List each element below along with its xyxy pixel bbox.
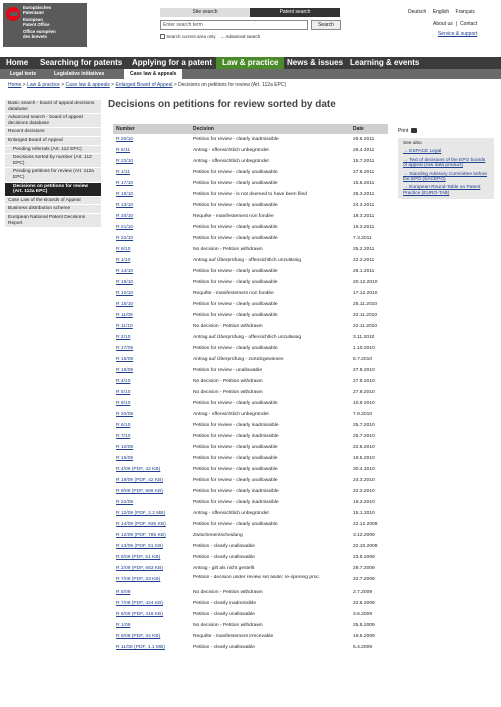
decision-number-link[interactable]: R 17/09	[116, 346, 134, 351]
decision-date: 27.9.2010	[353, 390, 375, 395]
table-row	[113, 211, 388, 222]
table-row	[113, 233, 388, 244]
table-row	[113, 387, 388, 398]
breadcrumb-law[interactable]: Law & practice	[27, 82, 60, 88]
decision-number-link[interactable]: R 13/10	[116, 203, 134, 208]
logo-mark-icon	[6, 7, 20, 21]
decision-date: 20.12.2010	[353, 280, 378, 285]
decision-number-link[interactable]: R 18/09	[116, 368, 134, 373]
table-row	[113, 563, 388, 574]
decision-text: Petition for review - clearly unallowable	[193, 445, 278, 450]
decision-text: Petition - clearly inadmissible	[193, 601, 257, 606]
decision-text: Petition for review - clearly inadmissible	[193, 137, 279, 142]
decision-date: 19.5.2009	[353, 634, 375, 639]
decision-text: Petition for review - clearly unallowable	[193, 478, 278, 483]
decision-text: Petition for review - clearly unallowable	[193, 456, 278, 461]
utility-links: About us | Contact Service & support	[433, 21, 478, 37]
logo-line: des brevets	[23, 34, 47, 39]
decision-text: Antrag auf Überprüfung - zurückgewiesen	[193, 357, 284, 362]
tab-patent-search[interactable]: Patent search	[250, 8, 340, 17]
decision-date: 22.2.2011	[353, 258, 375, 263]
decision-date: 26.1.2011	[353, 269, 375, 274]
decision-text: Petition for review - clearly unallowable	[193, 302, 278, 307]
decision-text: Petition for review - clearly inadmissible	[193, 423, 279, 428]
decision-number-link[interactable]: R 6/10	[116, 423, 131, 428]
sidebar-item[interactable]: Basic search - board of appeal decisions database	[5, 100, 101, 114]
decision-number-link[interactable]: R 9/09 (PDF, 566 KB)	[116, 489, 164, 494]
table-row	[113, 420, 388, 431]
breadcrumb-sep: >	[61, 82, 65, 88]
decision-date: 3.12.2009	[353, 533, 375, 538]
printer-icon	[411, 128, 417, 133]
breadcrumb-home[interactable]: Home	[8, 82, 22, 88]
sidebar	[5, 100, 101, 228]
table-row	[113, 222, 388, 233]
search-tabs	[160, 8, 340, 18]
epo-logo[interactable]	[3, 3, 87, 47]
decision-text: Antrag - offensichtlich unbegründet	[193, 159, 269, 164]
print-label[interactable]: Print	[398, 128, 409, 134]
search-button[interactable]: Search	[311, 20, 341, 30]
table-row	[113, 343, 388, 354]
nav-learning[interactable]: Learning & events	[350, 58, 420, 67]
decision-text: Petition - decision under review set aside; re-opening proc.	[193, 575, 321, 580]
table-row	[113, 310, 388, 321]
decision-number-link[interactable]: R 7/09 (PDF, 33 KB)	[116, 577, 161, 582]
table-row	[113, 530, 388, 541]
decision-date: 18.3.2011	[353, 214, 375, 219]
decision-date: 22.12.2009	[353, 522, 378, 527]
col-date: Date	[353, 126, 364, 132]
decision-text: Petition for review - clearly inadmissible	[193, 434, 279, 439]
decision-date: 2.7.2009	[353, 590, 373, 595]
table-row	[113, 587, 388, 598]
breadcrumb-enlarged-board[interactable]: Enlarged Board of Appeal	[115, 82, 173, 88]
logo-line: Patentamt	[23, 10, 44, 15]
sub-nav	[0, 69, 501, 79]
col-number: Number	[116, 126, 135, 132]
nav-applying[interactable]: Applying for a patent	[132, 58, 212, 67]
decision-text: No decision - Petition withdrawn	[193, 324, 263, 329]
decision-text: Requête - manifestement irrecevable	[193, 634, 274, 639]
decision-date: 24.3.2010	[353, 478, 375, 483]
decision-text: Petition - clearly unallowable	[193, 544, 255, 549]
decision-text: Antrag - offensichtlich unbegründet	[193, 511, 269, 516]
site-header	[0, 0, 501, 50]
decision-text: Petition for review - is not deemed to have been filed	[193, 192, 307, 197]
subnav-legal-texts[interactable]: Legal texts	[10, 71, 37, 77]
table-row	[113, 398, 388, 409]
decision-text: Petition for review - clearly unallowable	[193, 203, 278, 208]
decision-number-link[interactable]: R 11/08 (PDF, 1.1 MB)	[116, 645, 165, 650]
table-row	[113, 574, 388, 587]
decision-number-link[interactable]: R 4/09 (PDF, 42 KB)	[116, 467, 161, 472]
decision-text: Requête - manifestement non fondée	[193, 214, 274, 219]
table-row	[113, 255, 388, 266]
decision-text: Petition for review - clearly unallowable	[193, 280, 278, 285]
decision-date: 25.5.2011	[353, 137, 375, 142]
decision-number-link[interactable]: R 2/09 (PDF, 663 KB)	[116, 566, 164, 571]
decision-text: No decision - Petition withdrawn	[193, 379, 263, 384]
table-row	[113, 464, 388, 475]
decision-date: 25.2.2011	[353, 247, 375, 252]
table-row	[113, 321, 388, 332]
decision-number-link[interactable]: R 12/09 (PDF, 765 KB)	[116, 533, 166, 538]
decision-date: 27.6.2011	[353, 170, 375, 175]
see-also-box	[398, 138, 494, 199]
table-row	[113, 620, 388, 631]
about-link[interactable]: About us	[433, 21, 453, 27]
decision-text: Petition - clearly unallowable	[193, 555, 255, 560]
decision-number-link[interactable]: R 12/09 (PDF, 2.2 MB)	[116, 511, 166, 516]
decision-date: 10.9.2010	[353, 401, 375, 406]
table-row	[113, 277, 388, 288]
decision-number-link[interactable]: R 15/09	[116, 357, 134, 362]
decision-number-link[interactable]: R 9/10	[116, 401, 131, 406]
nav-searching[interactable]: Searching for patents	[40, 58, 123, 67]
sidebar-item[interactable]: Pending referrals (Art. 112 EPC)	[5, 146, 101, 155]
decision-number-link[interactable]: R 1/09	[116, 623, 131, 628]
table-row	[113, 497, 388, 508]
decision-text: Petition for review - clearly unallowable	[193, 269, 278, 274]
decision-number-link[interactable]: R 22/09	[116, 500, 134, 505]
sidebar-item[interactable]: Case Law of the Boards of Appeal	[5, 197, 101, 206]
decision-date: 22.6.2010	[353, 445, 375, 450]
sidebar-item[interactable]: European National Patent Decisions Report	[5, 214, 101, 228]
decision-number-link[interactable]: R 20/10	[116, 214, 134, 219]
service-support-link[interactable]: Service & support	[437, 31, 478, 37]
table-row	[113, 189, 388, 200]
table-row	[113, 178, 388, 189]
decision-text: Petition for review - clearly unallowable	[193, 170, 278, 175]
table-row	[113, 541, 388, 552]
decision-text: Petition - clearly unallowable	[193, 612, 255, 617]
nav-news[interactable]: News & issues	[287, 58, 344, 67]
breadcrumb	[8, 82, 286, 88]
lang-fr[interactable]: Français	[455, 9, 475, 15]
decision-date: 15.7.2011	[353, 159, 375, 164]
table-row	[113, 442, 388, 453]
decision-date: 27.9.2010	[353, 379, 375, 384]
decision-text: Requête - manifestement non fondée	[193, 291, 274, 296]
advanced-search-link[interactable]: → Advanced search	[219, 34, 261, 39]
breadcrumb-sep: >	[22, 82, 26, 88]
table-row	[113, 519, 388, 530]
table-row	[113, 431, 388, 442]
decision-text: Petition for review - clearly unallowable	[193, 467, 278, 472]
decision-date: 7.9.2010	[353, 412, 373, 417]
contact-link[interactable]: Contact	[460, 21, 478, 27]
table-row	[113, 288, 388, 299]
decision-number-link[interactable]: R 20/09	[116, 412, 134, 417]
decision-number-link[interactable]: R 7/10	[116, 434, 131, 439]
decision-date: 5.7.2010	[353, 357, 373, 362]
table-row	[113, 598, 388, 609]
decision-text: Petition for review - unallowable	[193, 368, 263, 373]
breadcrumb-case-law[interactable]: Case law & appeals	[65, 82, 110, 88]
decision-number-link[interactable]: R 11/09	[116, 313, 133, 318]
decision-text: Petition for review - clearly unallowable	[193, 522, 278, 527]
decision-text: Antrag - offensichtlich unbegründet	[193, 148, 269, 153]
decision-text: Antrag - offensichtlich unbegründet	[193, 412, 269, 417]
decision-date: 22.11.2010	[353, 313, 378, 318]
print-button[interactable]	[398, 128, 417, 134]
table-row	[113, 354, 388, 365]
table-row	[113, 134, 388, 145]
checkbox-icon[interactable]	[160, 34, 165, 39]
table-row	[113, 508, 388, 519]
table-row	[113, 200, 388, 211]
lang-de[interactable]: Deutsch	[408, 9, 427, 15]
decision-date: 6.4.2009	[353, 645, 373, 650]
decision-number-link[interactable]: R 14/10	[116, 269, 134, 274]
decision-number-link[interactable]: R 19/10	[116, 280, 134, 285]
decision-date: 25.5.2009	[353, 623, 375, 628]
decision-number-link[interactable]: R 21/10	[116, 225, 134, 230]
search-current-area-label[interactable]: Search current area only	[166, 34, 216, 39]
sidebar-item[interactable]: Decisions sorted by number (Art. 112 EPC)	[5, 154, 101, 168]
page-title: Decisions on petitions for review sorted by date	[108, 99, 336, 110]
decision-date: 26.4.2011	[353, 148, 375, 153]
subnav-legislative[interactable]: Legislative initiatives	[54, 71, 105, 77]
decision-number-link[interactable]: R 5/11	[116, 148, 131, 153]
decision-date: 22.11.2010	[353, 324, 378, 329]
decision-text: No decision - Petition withdrawn	[193, 623, 263, 628]
table-row	[113, 156, 388, 167]
breadcrumb-current: Decisions on petitions for review (Art. 112a EPC)	[178, 82, 287, 88]
decision-text: Antrag auf Überprüfung - offensichtlich unzulässig	[193, 258, 302, 263]
decision-text: Petition for review - clearly unallowable	[193, 401, 278, 406]
breadcrumb-sep: >	[173, 82, 177, 88]
decision-number-link[interactable]: R 22/10	[116, 236, 134, 241]
decision-number-link[interactable]: R 17/10	[116, 181, 134, 186]
table-row	[113, 642, 388, 653]
table-row	[113, 332, 388, 343]
decision-number-link[interactable]: R 1/11	[116, 170, 131, 175]
table-row	[113, 453, 388, 464]
sidebar-item[interactable]: Advanced search - board of appeal decisions database	[5, 114, 101, 128]
decision-date: 22.10.2009	[353, 544, 378, 549]
table-row	[113, 486, 388, 497]
decision-date: 24.3.2011	[353, 203, 375, 208]
decision-date: 25.11.2010	[353, 302, 378, 307]
table-row	[113, 244, 388, 255]
table-row	[113, 266, 388, 277]
decision-date: 1.10.2010	[353, 346, 375, 351]
link-text-decisions[interactable]: → Text of decisions of the EPO boards of appeal (raw data product)	[403, 157, 486, 169]
decision-number-link[interactable]: R 6/09 (PDF, 419 KB)	[116, 612, 164, 617]
see-also-title: See also	[403, 141, 422, 146]
decision-date: 16.3.2011	[353, 225, 375, 230]
decision-number-link[interactable]: R 10/09	[116, 445, 134, 450]
decision-date: 19.3.2010	[353, 500, 375, 505]
decision-text: Antrag auf Überprüfung - offensichtlich unzulässig	[193, 335, 302, 340]
decision-number-link[interactable]: R 11/10	[116, 324, 133, 329]
decision-number-link[interactable]: R 8/08 (PDF, 34 KB)	[116, 634, 161, 639]
table-row	[113, 167, 388, 178]
decision-number-link[interactable]: R 9/10	[116, 247, 131, 252]
decision-date: 15.1.2010	[353, 511, 375, 516]
decision-number-link[interactable]: R 19/09 (PDF, 42 KB)	[116, 478, 164, 483]
decision-number-link[interactable]: R 14/09 (PDF, 935 KB)	[116, 522, 166, 527]
search-input[interactable]: Enter search term	[160, 20, 308, 30]
sidebar-item[interactable]: Decisions on petitions for review (Art. 112a EPC)	[5, 183, 101, 197]
decision-number-link[interactable]: R 16/09	[116, 456, 134, 461]
decision-text: No decision - Petition withdrawn	[193, 247, 263, 252]
logo-line: Office européen	[23, 29, 56, 34]
decision-date: 30.4.2010	[353, 467, 375, 472]
decision-text: No decision - Petition withdrawn	[193, 390, 263, 395]
decision-number-link[interactable]: R 10/10	[116, 291, 134, 296]
decision-date: 3.6.2009	[353, 612, 373, 617]
link-euro-tab[interactable]: → European Round-Table on Patent Practice (EURO-TAB)	[403, 185, 481, 196]
decision-number-link[interactable]: R 5/09	[116, 590, 131, 595]
logo-line: Europäisches	[23, 5, 52, 10]
decision-number-link[interactable]: R 15/10	[116, 302, 134, 307]
decision-date: 27.9.2010	[353, 368, 375, 373]
subnav-case-law[interactable]: Case law & appeals	[124, 69, 182, 79]
decision-number-link[interactable]: R 18/10	[116, 192, 134, 197]
decision-text: No decision - Petition withdrawn	[193, 590, 263, 595]
table-row	[113, 299, 388, 310]
decision-number-link[interactable]: R 23/10	[116, 159, 134, 164]
language-switcher	[408, 9, 475, 15]
decision-number-link[interactable]: R 2/10	[116, 335, 131, 340]
decision-date: 17.12.2010	[353, 291, 378, 296]
decision-text: Petition for review - clearly unallowable	[193, 225, 278, 230]
decision-date: 29.7.2009	[353, 566, 375, 571]
table-row	[113, 365, 388, 376]
decision-date: 3.11.2010	[353, 335, 375, 340]
decision-number-link[interactable]: R 20/10	[116, 137, 134, 142]
table-row	[113, 409, 388, 420]
table-row	[113, 376, 388, 387]
decision-text: Petition for review - clearly unallowable	[193, 313, 278, 318]
decision-text: Petition for review - clearly unallowable	[193, 346, 278, 351]
logo-line: European	[23, 17, 43, 22]
search-options	[160, 34, 260, 39]
link-sacepo[interactable]: → Standing Advisory Committee before the EPO (SACEPO)	[403, 171, 487, 183]
nav-home[interactable]: Home	[6, 58, 29, 67]
decision-number-link[interactable]: R 7/08 (PDF, 424 KB)	[116, 601, 164, 606]
decisions-table	[113, 124, 388, 653]
sidebar-item[interactable]: Pending petitions for review (Art. 112a EPC)	[5, 168, 101, 182]
table-row	[113, 145, 388, 156]
table-row	[113, 609, 388, 620]
decision-text: Petition for review - clearly inadmissible	[193, 489, 279, 494]
sidebar-item[interactable]: Recent decisions	[5, 128, 101, 137]
decision-date: 22.3.2010	[353, 489, 375, 494]
decision-date: 25.3.2011	[353, 192, 375, 197]
main-nav	[0, 57, 501, 69]
table-header	[113, 124, 388, 134]
decision-date: 25.7.2010	[353, 434, 375, 439]
breadcrumb-sep: >	[111, 82, 115, 88]
sidebar-item[interactable]: Enlarged Board of Appeal	[5, 137, 101, 146]
decision-date: 22.7.2009	[353, 577, 375, 582]
decision-number-link[interactable]: R 1/10	[116, 258, 131, 263]
decision-text: Zwischenentscheidung	[193, 533, 243, 538]
table-row	[113, 475, 388, 486]
decision-text: Petition for review - clearly inadmissible	[193, 500, 279, 505]
decision-number-link[interactable]: R 5/10	[116, 390, 131, 395]
link-espace-legal[interactable]: → ESPACE Legal	[403, 149, 442, 155]
decision-date: 22.6.2009	[353, 601, 375, 606]
lang-en[interactable]: English	[432, 9, 450, 15]
decision-number-link[interactable]: R 4/10	[116, 379, 131, 384]
col-decision: Decision	[193, 126, 214, 132]
decision-text: Antrag - gilt als nicht gestellt	[193, 566, 255, 571]
table-row	[113, 631, 388, 642]
decision-number-link[interactable]: R 13/09 (PDF, 51 KB)	[116, 544, 164, 549]
decision-text: Petition - clearly unallowable	[193, 645, 255, 650]
sidebar-item[interactable]: Business distribution scheme	[5, 205, 101, 214]
table-row	[113, 552, 388, 563]
decision-date: 23.9.2009	[353, 555, 375, 560]
tab-site-search[interactable]: Site search	[160, 8, 250, 17]
decision-date: 7.3.2011	[353, 236, 372, 241]
decision-date: 25.7.2010	[353, 423, 375, 428]
table-body	[113, 134, 388, 653]
nav-law-practice[interactable]: Law & practice	[216, 57, 284, 69]
decision-date: 19.5.2010	[353, 456, 375, 461]
decision-number-link[interactable]: R 8/09 (PDF, 51 KB)	[116, 555, 161, 560]
decision-text: Petition for review - clearly unallowable	[193, 181, 278, 186]
decision-text: Petition for review - clearly unallowable	[193, 236, 278, 241]
logo-line: Patent Office	[23, 22, 50, 27]
decision-date: 15.6.2011	[353, 181, 375, 186]
